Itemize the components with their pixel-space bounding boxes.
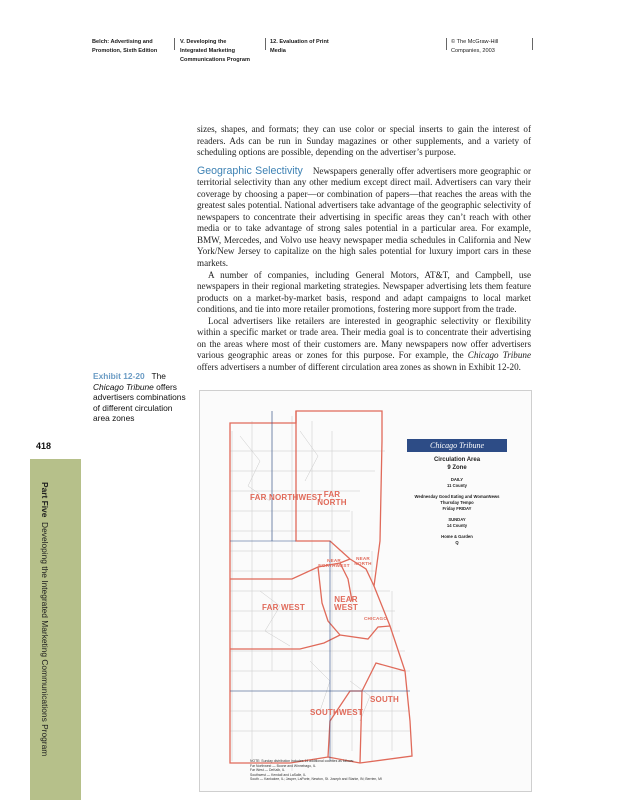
zone-far-north: FAR NORTH [317, 490, 347, 507]
chicago-border [340, 626, 390, 639]
side-running-title [40, 482, 50, 756]
note-line: Far West — DeKalb, IL [250, 768, 285, 773]
intro-paragraph: sizes, shapes, and formats; they can use color or special inserts to gain the interest of readers. Ads can be run in Sunday magazines or other supplements, and a variety of scheduling options are possible, depending on the advertiser’s purpose. [197, 124, 531, 158]
part-label: Part Five [40, 482, 50, 518]
newspaper-logo: Chicago Tribune [407, 439, 507, 452]
legend-thursday: Thursday Tempo [440, 500, 474, 505]
legend-daily-count: 11 County [446, 483, 467, 488]
header-line: Media [270, 48, 286, 54]
header-copyright [451, 38, 498, 56]
header-chapter [270, 38, 329, 56]
zone-near-west: NEAR WEST [334, 595, 358, 612]
note-line: Southwest — Kendall and LaSalle, IL [250, 772, 306, 777]
header-divider [532, 38, 533, 50]
caption-text: The [151, 371, 166, 381]
caption-publication: Chicago Tribune [93, 381, 154, 392]
note-line: NOTE: Sunday distribution includes 14 additional counties as follows: [250, 759, 355, 763]
zone-far-west: FAR WEST [262, 603, 305, 612]
header-line: 12. Evaluation of Print [270, 39, 329, 45]
map-legend [395, 439, 519, 546]
header-part [180, 38, 250, 65]
paragraph-text: Local advertisers like retailers are interested in geographic selectivity or flexibility within a specific market or trade area. Their media goal is to concentrate their advertising on the areas where most of their customers are. Many newspapers now offer advertisers various geographic areas or zones for this purpose. For example, the [197, 315, 531, 361]
legend-home-value: Q [455, 540, 459, 545]
legend-friday: Friday FRIDAY [442, 506, 472, 511]
header-line: Promotion, Sixth Edition [92, 48, 158, 54]
header-line: Integrated Marketing [180, 48, 236, 54]
header-divider [174, 38, 175, 50]
zone-chicago: CHICAGO [364, 616, 388, 621]
southwest-border [230, 635, 340, 649]
note-line: South — Kankakee, IL; Jasper, LaPorte, Newton, St. Joseph and Starke, IN; Berrien, MI [250, 777, 382, 782]
page-number: 418 [36, 441, 52, 451]
far-northwest-far-north-border [296, 411, 350, 559]
header-line: Belch: Advertising and [92, 39, 153, 45]
zone-near-north: NEAR NORTH [354, 556, 372, 566]
zone-southwest: SOUTHWEST [310, 708, 363, 717]
header-line: © The McGraw-Hill [451, 39, 499, 45]
southwest-south-border [328, 691, 362, 757]
header-book-title [92, 38, 157, 56]
legend-title: Circulation Area [433, 457, 481, 463]
part-title: Developing the Integrated Marketing Communications Program [40, 522, 50, 757]
legend-midweek: Wednesday Good Eating and WomanNews [414, 494, 500, 499]
running-header [92, 38, 533, 90]
zone-south: SOUTH [370, 695, 399, 704]
municipal-boundaries [230, 411, 410, 771]
legend-subtitle: 9 Zone [447, 464, 467, 471]
caption-text: offers advertisers combinations of different circulation area zones [93, 381, 186, 423]
legend-sunday-count: 14 County [446, 523, 468, 528]
paragraph-text: offers advertisers a number of different circulation area zones as shown in Exhibit 12-20. [197, 361, 521, 372]
paragraph-text: Newspapers generally offer advertisers more geographic or territorial selectivity than any other medium except direct mail. Advertisers can vary their coverage by choosing a paper—or combination of papers—that reaches the areas with the greatest sales potential. National advertisers take advantage of the geographic selectivity of newspapers to concentrate their advertising in specific areas they can’t reach with other media or to take advantage of strong sales potential in a particular area. For example, BMW, Mercedes, and Volvo use heavy newspaper media schedules in California and New York/New Jersey to capitalize on the high sales potential for luxury import cars in these markets. [197, 165, 532, 269]
section-paragraph-2: A number of companies, including General Motors, AT&T, and Campbell, use newspapers in their regional marketing strategies. Newspaper advertising lets them feature products on a market-by-market basis, respond and adapt campaigns to local market conditions, and tie into more retailer promotions, fostering more support from the trade. [197, 269, 531, 315]
body-text [197, 124, 531, 373]
header-line: Companies, 2003 [451, 48, 495, 54]
note-line: Far Northwest — Boone and Winnebago, IL [250, 763, 316, 768]
section-heading: Geographic Selectivity [197, 164, 303, 177]
header-divider [446, 38, 447, 50]
map-note [250, 759, 480, 782]
publication-name: Chicago Tribune [467, 350, 531, 361]
header-divider [265, 38, 266, 50]
legend-home-label: Home & Garden [441, 534, 473, 539]
section-paragraph-3 [197, 316, 531, 374]
header-line: V. Developing the [180, 39, 227, 45]
legend-daily-label: DAILY [450, 477, 464, 482]
legend-sunday-label: SUNDAY [448, 517, 466, 522]
exhibit-label: Exhibit 12-20 [93, 371, 145, 381]
zone-far-northwest: FAR NORTHWEST [250, 493, 323, 502]
section-paragraph-1 [197, 166, 531, 270]
south-border [360, 663, 405, 763]
zone-near-northwest: NEAR NORTHWEST [318, 558, 350, 568]
exhibit-caption [93, 371, 191, 424]
side-strip [30, 459, 81, 800]
circulation-map [199, 390, 532, 792]
header-line: Communications Program [180, 57, 250, 63]
